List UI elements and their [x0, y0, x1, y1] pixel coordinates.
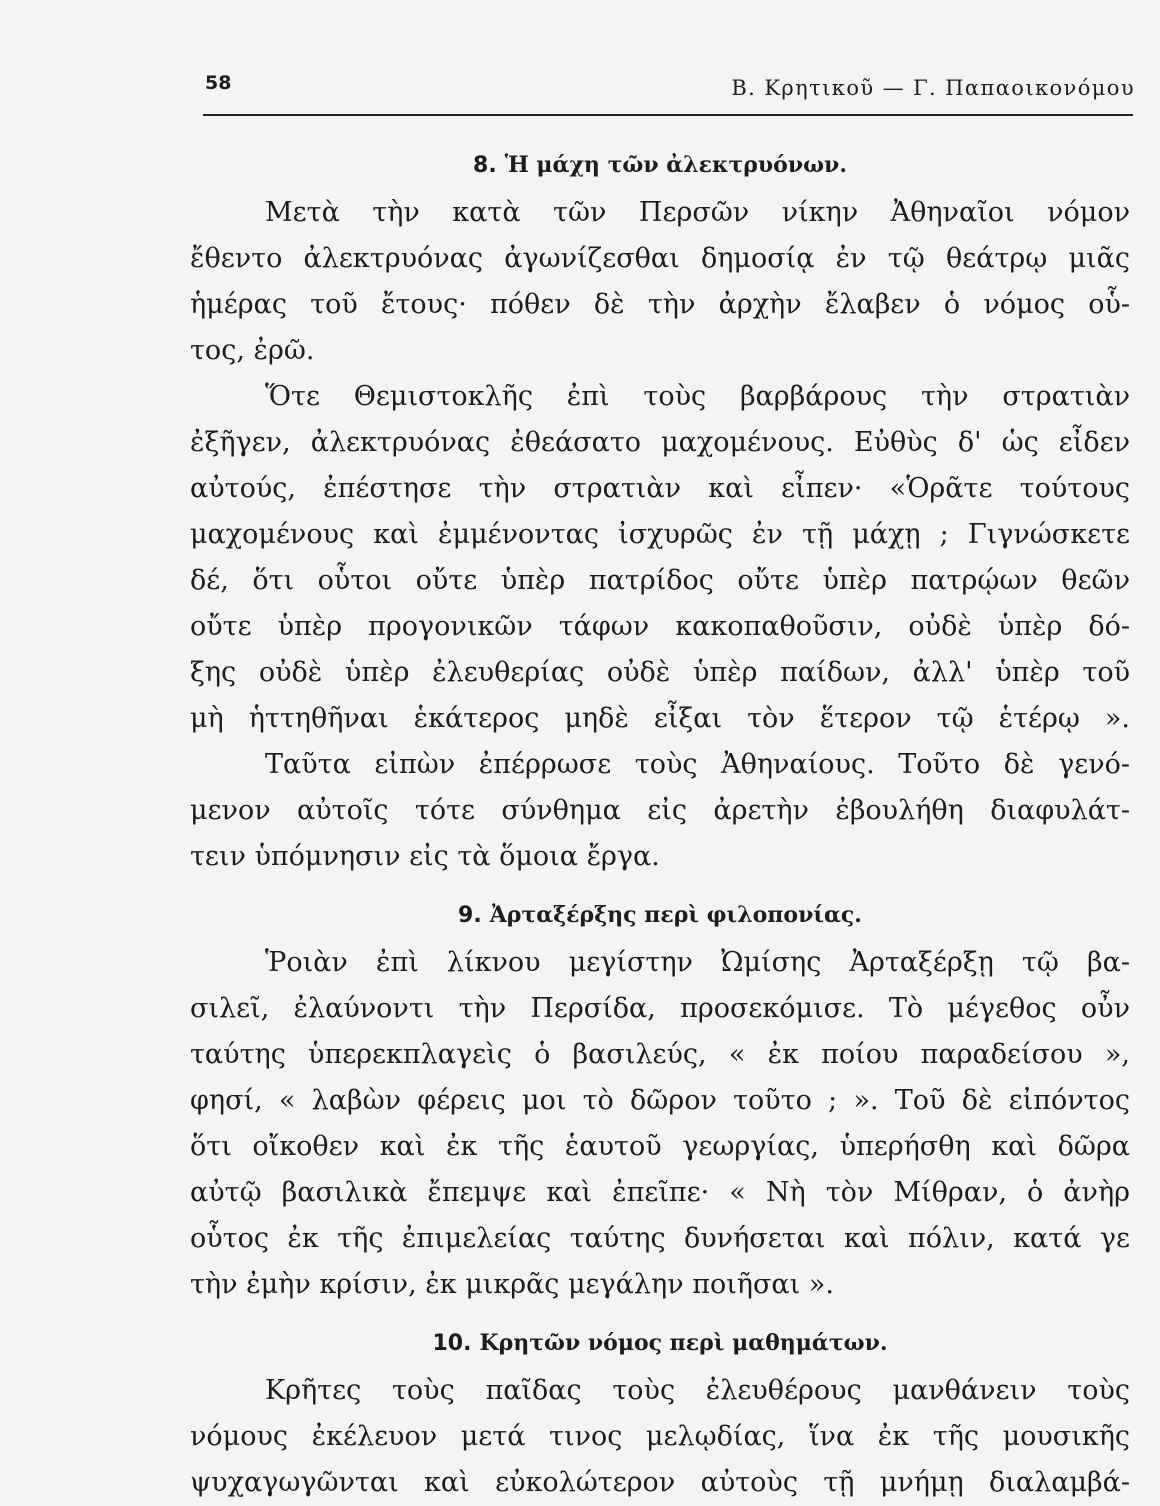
section-number: 9.: [458, 903, 482, 928]
text-line: μενον αὐτοῖς τότε σύνθημα εἰς ἀρετὴν ἐβουλήθη διαφυλάτ-: [190, 795, 1130, 826]
section-9: [190, 890, 1130, 1308]
text-line: ὅτι οἴκοθεν καὶ ἐκ τῆς ἑαυτοῦ γεωργίας, ὑπερήσθη καὶ δῶρα: [190, 1131, 1130, 1162]
text-line: μαχομένους καὶ ἐμμένοντας ἰσχυρῶς ἐν τῇ μάχῃ ; Γιγνώσκετε: [190, 519, 1130, 550]
text-line: μὴ ἡττηθῆναι ἑκάτερος μηδὲ εἶξαι τὸν ἕτερον τῷ ἑτέρῳ ».: [190, 703, 1130, 734]
section-heading: [190, 1318, 1130, 1368]
section-heading: [190, 890, 1130, 940]
page-body: [190, 140, 1130, 1506]
text-line: σιλεῖ, ἐλαύνοντι τὴν Περσίδα, προσεκόμισε. Τὸ μέγεθος οὖν: [190, 993, 1130, 1024]
section-number: 10.: [432, 1331, 472, 1356]
text-line: ἡμέρας τοῦ ἔτους· πόθεν δὲ τὴν ἀρχὴν ἔλαβεν ὁ νόμος οὗ-: [190, 289, 1130, 320]
spacer: [190, 1308, 1130, 1318]
text-line: φησί, « λαβὼν φέρεις μοι τὸ δῶρον τοῦτο ; ». Τοῦ δὲ εἰπόντος: [190, 1085, 1130, 1116]
text-line: ἐξῆγεν, ἀλεκτρυόνας ἐθεάσατο μαχομένους. Εὐθὺς δ' ὡς εἶδεν: [190, 427, 1130, 458]
paragraph: [190, 190, 1130, 374]
text-line: ἔθεντο ἀλεκτρυόνας ἀγωνίζεσθαι δημοσίᾳ ἐν τῷ θεάτρῳ μιᾶς: [190, 243, 1130, 274]
section-number: 8.: [473, 153, 497, 178]
page-number: 58: [205, 72, 232, 94]
text-line: δέ, ὅτι οὗτοι οὔτε ὑπὲρ πατρίδος οὔτε ὑπὲρ πατρῴων θεῶν: [190, 565, 1130, 596]
spacer: [190, 880, 1130, 890]
text-line: Μετὰ τὴν κατὰ τῶν Περσῶν νίκην Ἀθηναῖοι νόμον: [265, 197, 1130, 228]
paragraph: [190, 940, 1130, 1308]
text-line: αὐτούς, ἐπέστησε τὴν στρατιὰν καὶ εἶπεν· «Ὁρᾶτε τούτους: [190, 473, 1130, 504]
text-line: οὗτος ἐκ τῆς ἐπιμελείας ταύτης δυνήσεται καὶ πόλιν, κατά γε: [190, 1223, 1130, 1254]
text-line: οὔτε ὑπὲρ προγονικῶν τάφων κακοπαθοῦσιν, οὐδὲ ὑπὲρ δό-: [190, 611, 1130, 642]
section-heading: [190, 140, 1130, 190]
section-8: [190, 140, 1130, 880]
text-line: ψυχαγωγῶνται καὶ εὐκολώτερον αὐτοὺς τῇ μνήμῃ διαλαμβά-: [190, 1467, 1130, 1498]
section-title: Ἀρταξέρξης περὶ φιλοπονίας.: [489, 902, 862, 928]
text-line: Κρῆτες τοὺς παῖδας τοὺς ἐλευθέρους μανθάνειν τοὺς: [265, 1375, 1130, 1406]
section-title: Κρητῶν νόμος περὶ μαθημάτων.: [479, 1330, 888, 1356]
text-line: Ῥοιὰν ἐπὶ λίκνου μεγίστην Ὠμίσης Ἀρταξέρξῃ τῷ βα-: [265, 947, 1130, 978]
running-head: Β. Κρητικοῦ — Γ. Παπαοικονόμου: [731, 76, 1135, 100]
text-line: νόμους ἐκέλευον μετά τινος μελῳδίας, ἵνα ἐκ τῆς μουσικῆς: [190, 1421, 1130, 1452]
text-line: ταύτης ὑπερεκπλαγεὶς ὁ βασιλεύς, « ἐκ ποίου παραδείσου »,: [190, 1039, 1130, 1070]
section-10: [190, 1318, 1130, 1506]
section-title: Ἡ μάχη τῶν ἀλεκτρυόνων.: [504, 152, 847, 178]
text-line: ξης οὐδὲ ὑπὲρ ἐλευθερίας οὐδὲ ὑπὲρ παίδων, ἀλλ' ὑπὲρ τοῦ: [190, 657, 1130, 688]
paragraph: [190, 374, 1130, 742]
page-header: [205, 72, 1135, 106]
paragraph: [190, 742, 1130, 880]
text-line: τειν ὑπόμνησιν εἰς τὰ ὅμοια ἔργα.: [190, 841, 660, 872]
text-line: τὴν ἐμὴν κρίσιν, ἐκ μικρᾶς μεγάλην ποιῆσαι ».: [190, 1269, 834, 1300]
text-line: Ὅτε Θεμιστοκλῆς ἐπὶ τοὺς βαρβάρους τὴν στρατιὰν: [265, 381, 1130, 412]
text-line: αὐτῷ βασιλικὰ ἔπεμψε καὶ ἐπεῖπε· « Νὴ τὸν Μίθραν, ὁ ἀνὴρ: [190, 1177, 1130, 1208]
text-line: τος, ἐρῶ.: [190, 335, 315, 366]
text-line: Ταῦτα εἰπὼν ἐπέρρωσε τοὺς Ἀθηναίους. Τοῦτο δὲ γενό-: [265, 749, 1130, 780]
header-rule: [203, 114, 1133, 116]
paragraph: [190, 1368, 1130, 1506]
